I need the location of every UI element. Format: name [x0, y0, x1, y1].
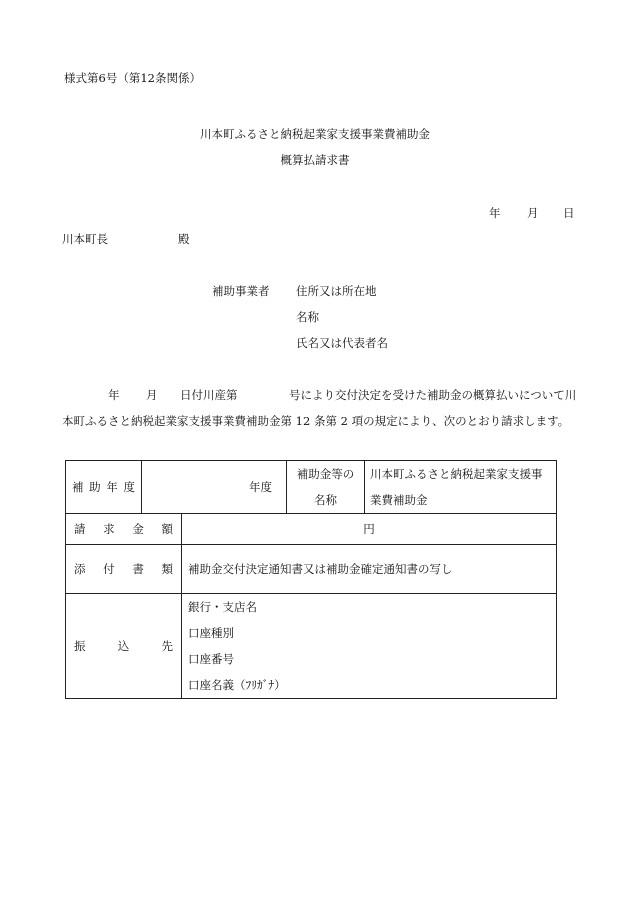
- document-subtitle: 概算払請求書: [280, 153, 350, 167]
- date-year-label: 年: [489, 206, 501, 220]
- applicant-label: 補助事業者: [212, 284, 270, 298]
- form-number: 様式第6号（第12条関係）: [64, 71, 201, 85]
- applicant-name-label: 名称: [296, 310, 319, 324]
- attachment-value-cell: 補助金交付決定通知書又は補助金確定通知書の写し: [182, 545, 557, 594]
- table-row-attachment: [66, 545, 557, 594]
- table-row-fiscal-year: [66, 461, 557, 514]
- fiscal-year-value-cell[interactable]: 年度: [142, 461, 287, 514]
- transfer-details-cell[interactable]: [182, 594, 557, 699]
- amount-value-cell[interactable]: 円: [182, 514, 557, 545]
- table-row-amount: [66, 514, 557, 545]
- transfer-label-cell: 振 込 先: [66, 594, 182, 699]
- account-holder-label: 口座名義（ﾌﾘｶﾞﾅ）: [188, 678, 286, 692]
- body-date-text: 日付川産第: [180, 388, 238, 402]
- date-day-label: 日: [563, 206, 575, 220]
- subsidy-name-label-cell: 補助金等の 名称: [287, 461, 365, 514]
- request-table: [65, 460, 557, 699]
- document-title: 川本町ふるさと納税起業家支援事業費補助金: [200, 127, 430, 141]
- addressee-honorific: 殿: [178, 232, 190, 246]
- body-year-label: 年: [108, 388, 120, 402]
- amount-label-cell: 請 求 金 額: [66, 514, 182, 545]
- attachment-label-cell: 添 付 書 類: [66, 545, 182, 594]
- body-text-line2: 本町ふるさと納税起業家支援事業費補助金第 12 条第 2 項の規定により、次のとおり請求します。: [62, 414, 570, 428]
- body-month-label: 月: [146, 388, 158, 402]
- table-row-transfer: [66, 594, 557, 699]
- applicant-address-label: 住所又は所在地: [296, 284, 377, 298]
- subsidy-name-value-cell: 川本町ふるさと納税起業家支援事 業費補助金: [365, 461, 557, 514]
- account-number-label: 口座番号: [188, 652, 234, 666]
- addressee-name: 川本町長: [62, 232, 108, 246]
- date-month-label: 月: [527, 206, 539, 220]
- fiscal-year-label-cell: 補 助 年 度: [66, 461, 142, 514]
- applicant-rep-label: 氏名又は代表者名: [296, 336, 388, 350]
- body-text-line1: 号により交付決定を受けた補助金の概算払いについて川: [289, 388, 577, 402]
- bank-branch-label: 銀行・支店名: [188, 600, 257, 614]
- account-type-label: 口座種別: [188, 626, 234, 640]
